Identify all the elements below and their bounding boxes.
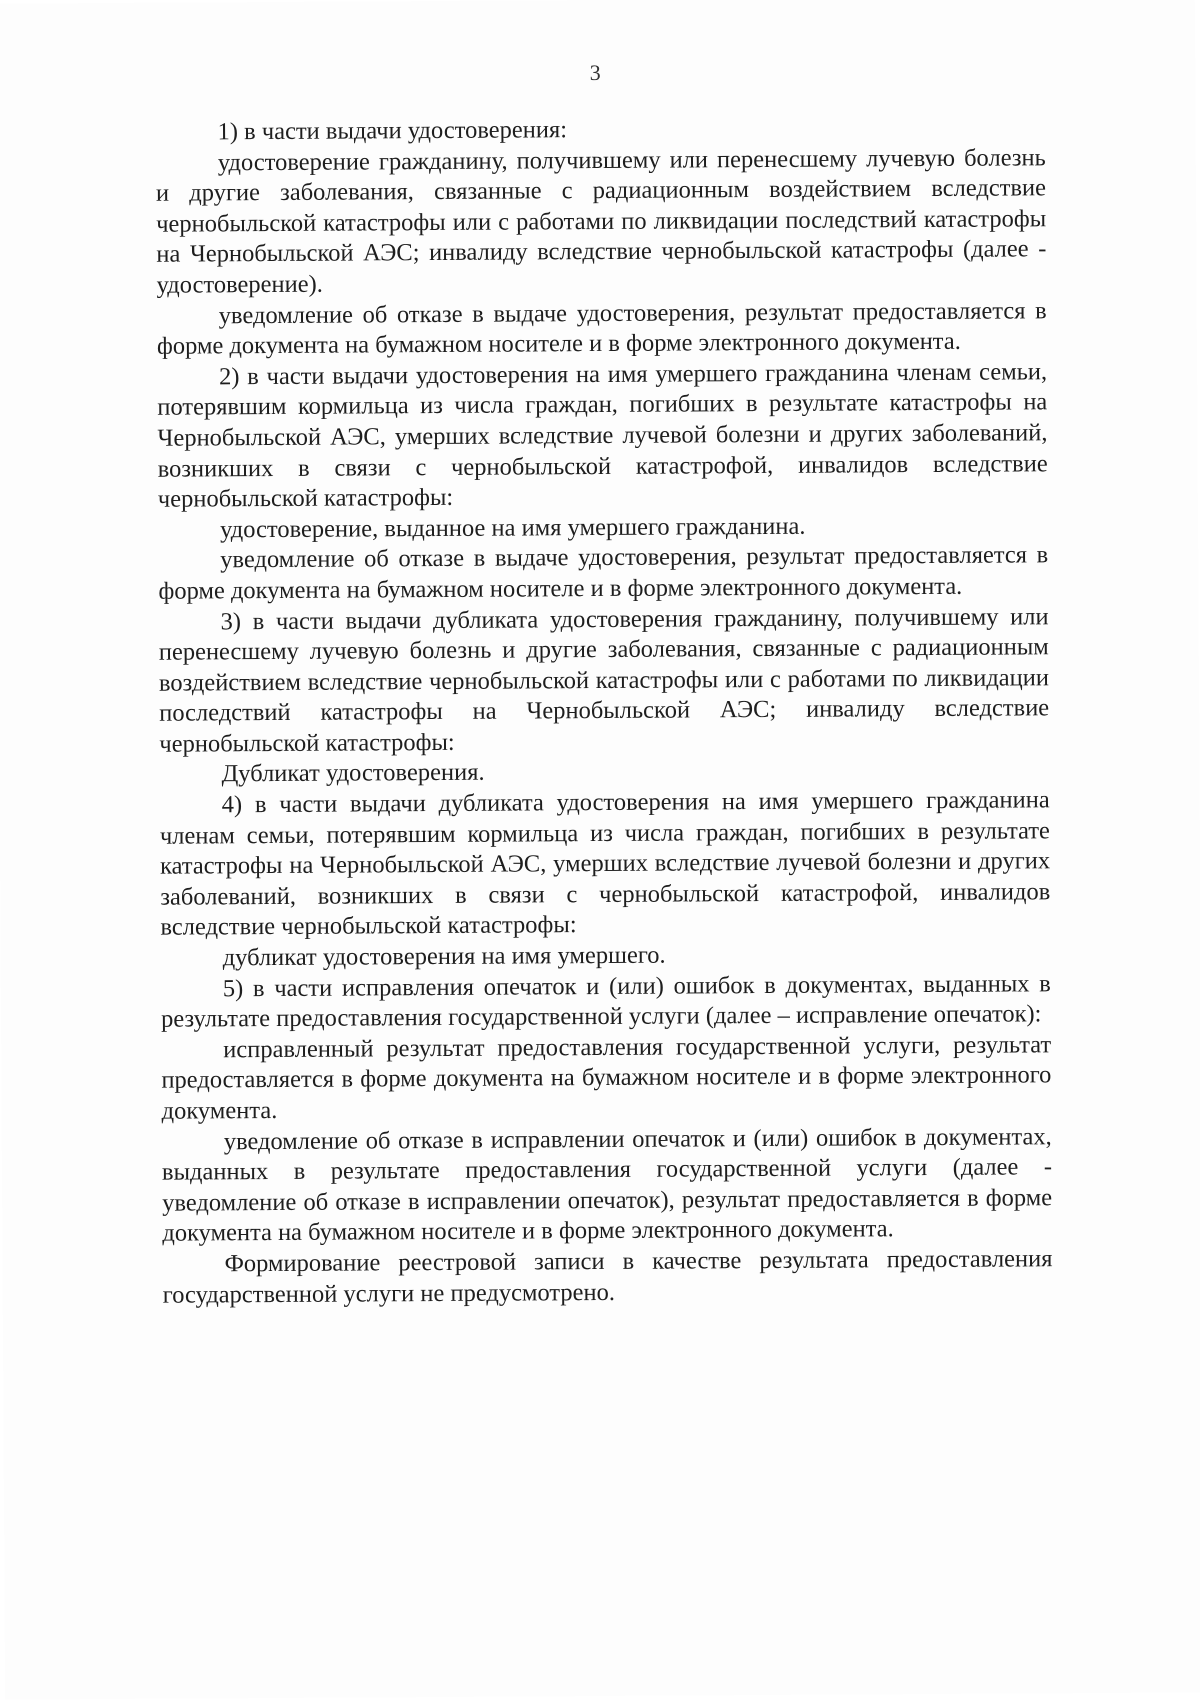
paragraph-corrected-result: исправленный результат предоставления государственной услуги, результат предоставляется в форме документа на бумажном носителе и в форме электронного документа. — [161, 1031, 1052, 1125]
paragraph-item-1-heading: 1) в части выдачи удостоверения: — [217, 116, 568, 146]
paragraph-duplicate-deceased: дубликат удостоверения на имя умершего. — [222, 941, 666, 972]
paragraph-certificate: удостоверение гражданину, получившему или перенесшему лучевую болезнь и другие заболевания, связанные с радиационным воздействием вследствие чернобыльской катастрофы или с работами по ликвидации последствий катастрофы на Чернобыльской АЭС; инвалиду вследствие чернобыльской катастрофы (далее - удостоверение). — [155, 143, 1047, 299]
paragraph-duplicate: Дубликат удостоверения. — [221, 759, 485, 788]
paragraph-item-5-heading: 5) в части исправления опечаток и (или) ошибок в документах, выданных в результате предоставления государственной услуги (далее – исправление опечаток): — [160, 969, 1051, 1033]
paragraph-refusal-notice: уведомление об отказе в выдаче удостоверения, результат предоставляется в форме документа на бумажном носителе и в форме электронного документа. — [156, 296, 1047, 360]
paragraph-certificate-deceased: удостоверение, выданное на имя умершего гражданина. — [219, 512, 806, 544]
paragraph-correction-refusal: уведомление об отказе в исправлении опечаток и (или) ошибок в документах, выданных в результате предоставления государственной услуги (далее - уведомление об отказе в исправлении опечаток), результат предоставляется в форме документа на бумажном носителе и в форме электронного документа. — [161, 1122, 1053, 1248]
paragraph-item-4-heading: 4) в части выдачи дубликата удостоверения на имя умершего гражданина членам семьи, потерявшим кормильца из числа граждан, погибших в результате катастрофы на Чернобыльской АЭС, умерших вследствие лучевой болезни и других заболеваний, возникших в связи с чернобыльской катастрофой, инвалидов вследствие чернобыльской катастрофы: — [159, 786, 1051, 942]
paragraph-registry-note: Формирование реестровой записи в качестве результата предоставления государственной услуги не предусмотрено. — [162, 1245, 1053, 1309]
document-body — [156, 112, 1053, 1311]
page-number: 3 — [589, 59, 601, 86]
paragraph-item-2-heading: 2) в части выдачи удостоверения на имя умершего гражданина членам семьи, потерявшим кормильца из числа граждан, погибших в результате катастрофы на Чернобыльской АЭС, умерших вследствие лучевой болезни и других заболеваний, возникших в связи с чернобыльской катастрофой, инвалидов вследствие чернобыльской катастрофы: — [157, 358, 1048, 513]
paragraph-refusal-notice: уведомление об отказе в выдаче удостоверения, результат предоставляется в форме документа на бумажном носителе и в форме электронного документа. — [158, 541, 1049, 605]
paragraph-item-3-heading: 3) в части выдачи дубликата удостоверения гражданину, получившему или перенесшему лучевую болезнь и другие заболевания, связанные с радиационным воздействием вследствие чернобыльской катастрофы или с работами по ликвидации последствий катастрофы на Чернобыльской АЭС; инвалиду вследствие чернобыльской катастрофы: — [158, 602, 1050, 758]
